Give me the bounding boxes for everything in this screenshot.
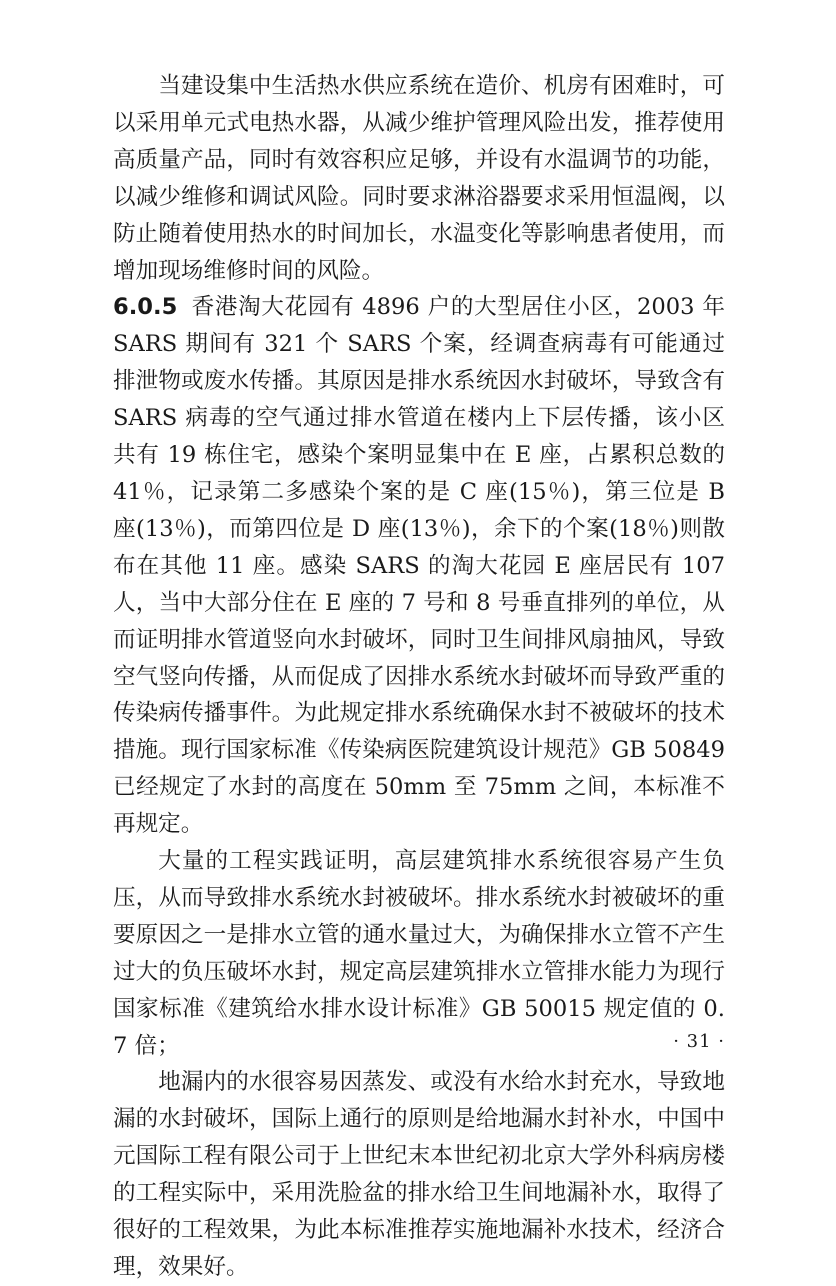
- page-number: · 31 ·: [673, 1031, 725, 1052]
- clause-6-0-5: [113, 289, 725, 843]
- document-body: [113, 68, 725, 1286]
- paragraph-drain-stack-capacity: 大量的工程实践证明，高层建筑排水系统很容易产生负压，从而导致排水系统水封被破坏。排水系统水封被破坏的重要原因之一是排水立管的通水量过大，为确保排水立管不产生过大的负压破坏水封，规定高层建筑排水立管排水能力为现行国家标准《建筑给水排水设计标准》GB 50015 规定值的 0.7 倍；: [113, 848, 725, 1059]
- paragraph-hot-water-supply: 当建设集中生活热水供应系统在造价、机房有困难时，可以采用单元式电热水器，从减少维护管理风险出发，推荐使用高质量产品，同时有效容积应足够，并设有水温调节的功能，以减少维修和调试风险。同时要求淋浴器要求采用恒温阀，以防止随着使用热水的时间加长，水温变化等影响患者使用，而增加现场维修时间的风险。: [113, 73, 725, 284]
- paragraph-floor-drain-refill: 地漏内的水很容易因蒸发、或没有水给水封充水，导致地漏的水封破坏，国际上通行的原则是给地漏水封补水，中国中元国际工程有限公司于上世纪末本世纪初北京大学外科病房楼的工程实际中，采用洗脸盆的排水给卫生间地漏补水，取得了很好的工程效果，为此本标准推荐实施地漏补水技术，经济合理，效果好。: [113, 1069, 725, 1280]
- clause-number: 6.0.5: [113, 294, 178, 321]
- clause-6-0-5-text: 香港淘大花园有 4896 户的大型居住小区，2003 年 SARS 期间有 321 个 SARS 个案，经调查病毒有可能通过排泄物或废水传播。其原因是排水系统因水封破坏，导致含有 SARS 病毒的空气通过排水管道在楼内上下层传播，该小区共有 19 栋住宅，感染个案明显集中在 E 座，占累积总数的 41％，记录第二多感染个案的是 C 座(15％)，第三位是 B 座(13％)，而第四位是 D 座(13％)，余下的个案(18％)则散布在其他 11 座。感染 SARS 的淘大花园 E 座居民有 107 人，当中大部分住在 E 座的 7 号和 8 号垂直排列的单位，从而证明排水管道竖向水封破坏，同时卫生间排风扇抽风，导致空气竖向传播，从而促成了因排水系统水封破坏而导致严重的传染病传播事件。为此规定排水系统确保水封不被破坏的技术措施。现行国家标准《传染病医院建筑设计规范》GB 50849 已经规定了水封的高度在 50mm 至 75mm 之间，本标准不再规定。: [113, 294, 725, 838]
